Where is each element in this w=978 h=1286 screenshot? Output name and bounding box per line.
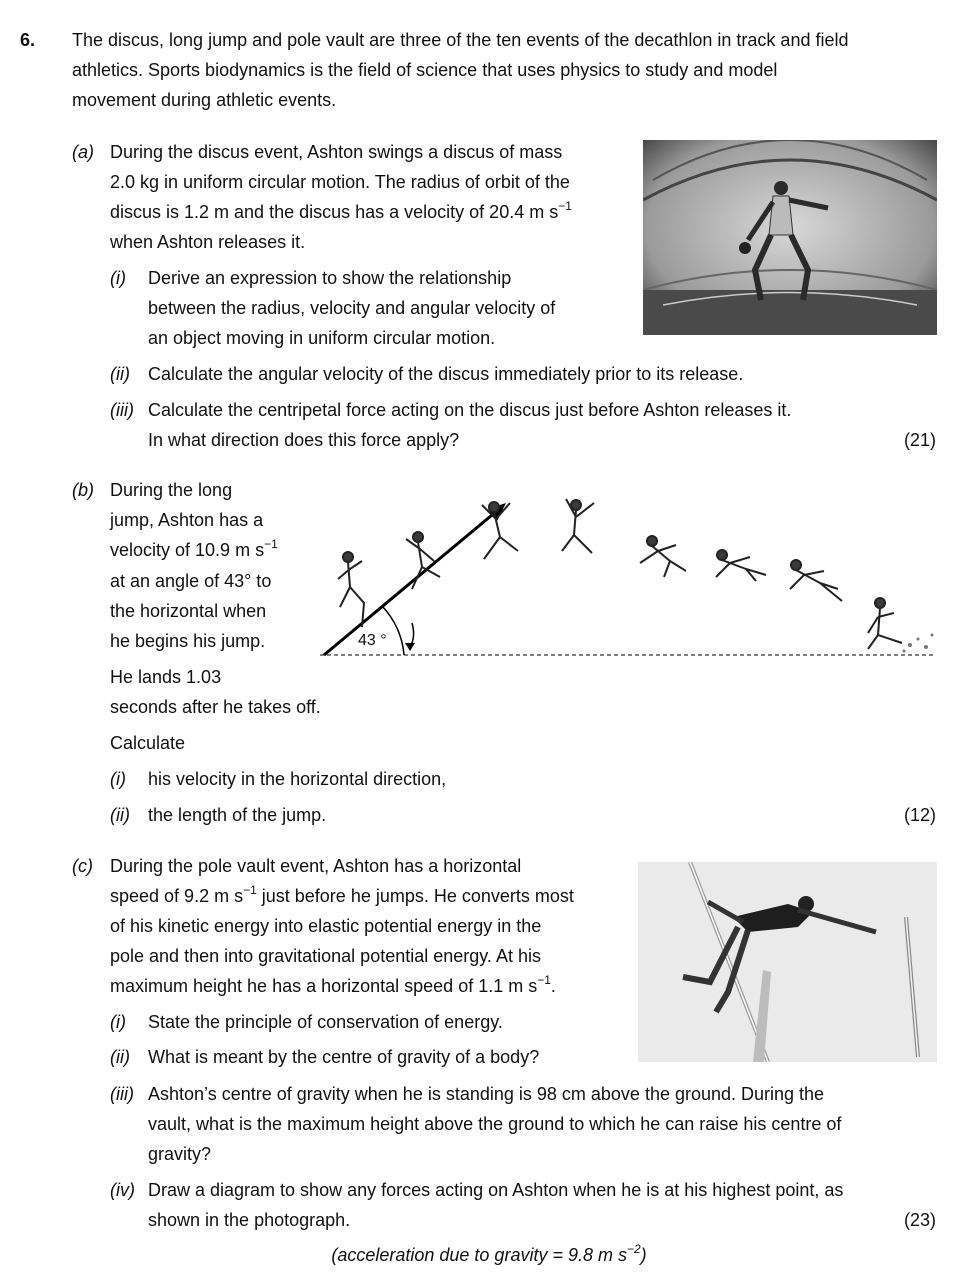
part-a-line-2: 2.0 kg in uniform circular motion. The radius of orbit of the <box>110 172 570 192</box>
part-b-line-8: seconds after he takes off. <box>110 697 321 717</box>
gravity-note: (acceleration due to gravity = 9.8 m $s^{-2}$) <box>331 1242 647 1265</box>
part-a-i-label: (i) <box>110 268 126 288</box>
part-b-i-text: his velocity in the horizontal direction, <box>148 769 447 789</box>
part-c-iii-line-3: gravity? <box>148 1144 212 1164</box>
part-c-iv-label: (iv) <box>110 1180 135 1200</box>
part-a-iii-line-1: Calculate the centripetal force acting on the discus just before Ashton releases it. <box>148 400 792 420</box>
part-b-line-5: the horizontal when <box>110 601 267 621</box>
part-a-label: (a) <box>72 142 94 162</box>
discus-photo <box>643 140 937 335</box>
part-c-iii-label: (iii) <box>110 1084 134 1104</box>
part-b-line-2: jump, Ashton has a <box>110 510 264 530</box>
intro-line-1: The discus, long jump and pole vault are three of the ten events of the decathlon in track and field <box>72 30 849 50</box>
part-a-iii-line-2: In what direction does this force apply? <box>148 430 460 450</box>
part-c-iv-line-1: Draw a diagram to show any forces acting on Ashton when he is at his highest point, as <box>148 1180 844 1200</box>
part-b-line-3: velocity of 10.9 m $s^{-1}$ <box>110 537 278 560</box>
pole-vault-illustration <box>638 862 937 1062</box>
part-c-iv-line-2: shown in the photograph. <box>148 1210 351 1230</box>
part-c-i-label: (i) <box>110 1012 126 1032</box>
part-b-ii-text: the length of the jump. <box>148 805 327 825</box>
part-c-line-2: speed of 9.2 m $s^{-1}$ just before he jumps. He converts most <box>110 883 574 906</box>
intro-line-3: movement during athletic events. <box>72 90 337 110</box>
part-b-i-label: (i) <box>110 769 126 789</box>
part-a-i-line-1: Derive an expression to show the relationship <box>148 268 512 288</box>
part-a-iii-label: (iii) <box>110 400 134 420</box>
sand-splash <box>903 634 934 653</box>
part-c-label: (c) <box>72 856 93 876</box>
part-b-line-6: he begins his jump. <box>110 631 266 651</box>
part-b-label: (b) <box>72 480 94 500</box>
part-c-ii-text: What is meant by the centre of gravity of a body? <box>148 1047 540 1067</box>
part-c-i-text: State the principle of conservation of energy. <box>148 1012 503 1032</box>
part-a-ii-text: Calculate the angular velocity of the discus immediately prior to its release. <box>148 364 744 384</box>
part-c-ii-label: (ii) <box>110 1047 130 1067</box>
part-a-line-4: when Ashton releases it. <box>110 232 306 252</box>
pole-vault-photo <box>638 862 937 1062</box>
part-b-line-4: at an angle of 43° to <box>110 571 272 591</box>
part-a-line-3: discus is 1.2 m and the discus has a velocity of 20.4 m $s^{-1}$ <box>110 199 572 222</box>
part-a-i-line-2: between the radius, velocity and angular velocity of <box>148 298 556 318</box>
part-c-iii-line-2: vault, what is the maximum height above the ground to which he can raise his centre of <box>148 1114 842 1134</box>
part-a-i-line-3: an object moving in uniform circular motion. <box>148 328 496 348</box>
long-jump-diagram <box>320 495 940 665</box>
part-b-line-9: Calculate <box>110 733 186 753</box>
question-number: 6. <box>20 30 36 50</box>
part-c-line-3: of his kinetic energy into elastic potential energy in the <box>110 916 542 936</box>
part-b-line-1: During the long <box>110 480 233 500</box>
part-a-ii-label: (ii) <box>110 364 130 384</box>
part-c-line-1: During the pole vault event, Ashton has a horizontal <box>110 856 522 876</box>
part-b-marks: (12) <box>903 805 936 825</box>
part-c-marks: (23) <box>903 1210 936 1230</box>
part-c-line-4: pole and then into gravitational potential energy. At his <box>110 946 541 966</box>
part-a-line-1: During the discus event, Ashton swings a discus of mass <box>110 142 563 162</box>
part-b-line-7: He lands 1.03 <box>110 667 222 687</box>
angle-label: 43 ° <box>358 632 387 649</box>
long-jump-illustration <box>320 495 940 665</box>
part-a-marks: (21) <box>903 430 936 450</box>
part-c-line-5: maximum height he has a horizontal speed of 1.1 m $s^{-1}$. <box>110 973 556 996</box>
discus-photo-illustration <box>643 140 937 335</box>
part-b-ii-label: (ii) <box>110 805 130 825</box>
intro-line-2: athletics. Sports biodynamics is the field of science that uses physics to study and model <box>72 60 778 80</box>
part-c-iii-line-1: Ashton’s centre of gravity when he is standing is 98 cm above the ground. During the <box>148 1084 825 1104</box>
